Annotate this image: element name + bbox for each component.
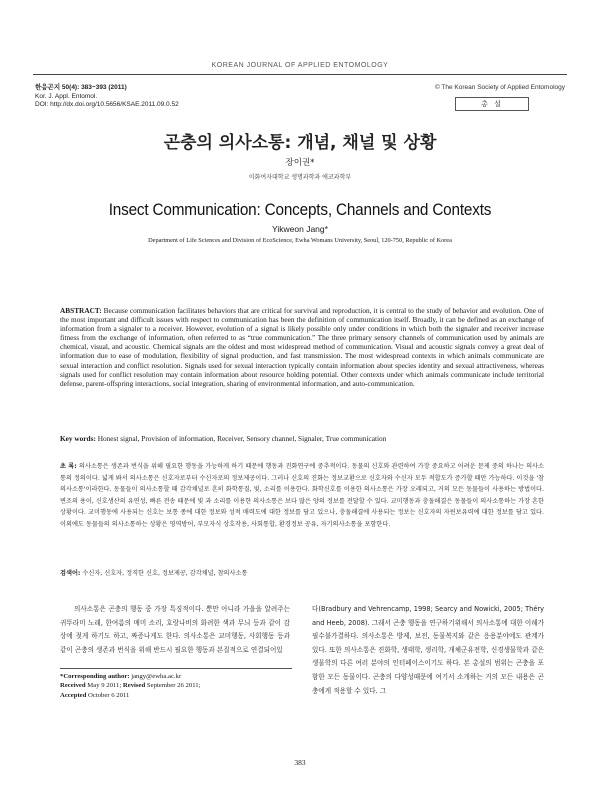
received-label: Received: [60, 682, 86, 690]
citation-english: Kor. J. Appl. Entomol.: [35, 92, 98, 100]
keywords-english: [60, 434, 544, 443]
keywords-label: Key words:: [60, 434, 96, 443]
body-column-right: 다(Bradbury and Vehrencamp, 1998; Searcy and Nowicki, 2005; Théry and Heeb, 2008). 그래서 곤충 행동을 연구하기위해서 의사소통에 대한 이해가 필수불가결하다. 의사소통은 방제, 보전, 동물복지와 같은 응용분야에도 관계가 있다. 또한 의사소통은 진화학, 생태학, 생리학, 개체군유전학, 신경생물학과 같은 생물학의 다른 여러 분야의 인터페이스이기도 하다. 본 총설의 범위는 곤충을 포함한 모든 동물이다. 곤충의 다양성때문에 여기서 소개하는 거의 모든 내용은 곤충에게 적용할 수 있다. 그: [312, 605, 544, 695]
citation-korean: 한응곤지 50(4): 383~393 (2011): [35, 84, 127, 91]
abstract-korean-label: 초 록:: [60, 463, 77, 470]
abstract-korean-text: 의사소통은 생존과 번식을 위해 필요한 행동을 가능하게 하기 때문에 행동과 진화연구에 중추적이다. 동물의 신호와 관련하여 가장 중요하고 어려운 문제 중의 하나는 의사소통의 정의이다. 넓게 봐서 의사소통은 신호자로부터 수신자로의 정보제공이다. 그러나 신호의 진화는 정보교환으로 신호자와 수신자 모두 적합도가 증가할 때만 가능하다. 이것을 '참의사소통'이라한다. 동물들이 의사소통할 때 감각채널로 흔히 화학통질, 빛, 소리를 이용한다. 화학신호를 이용한 의사소통은 가장 오래되고, 거의 모든 동물들이 사용하는 방법이다. 변조의 용이, 신호생산의 유연성, 빠른 전송 때문에 빛 과 소리를 이용한 의사소통은 보다 많은 양의 정보를 전달할 수 있다. 교미행동과 충돌해결은 동물들이 의사소통하는 가장 흔한 상황이다. 교미행동에 사용되는 신호는 보통 종에 대한 정보와 성적 매력도에 대한 정보를 담고 있으나, 충돌해결에 사용되는 정보는 신호자의 자윈보유력에 대한 정보를 담고 있다. 이외에도 동물들의 의사소통하는 상황은 영역방어, 부모자식 상호작용, 사회통합, 환경정보 공유, 자기의사소통을 포함한다.: [60, 463, 545, 528]
copyright-notice: © The Korean Society of Applied Entomology: [434, 84, 565, 91]
footnote: [60, 672, 201, 700]
page-number: 383: [294, 758, 306, 767]
accepted-date: October 6 2011: [88, 691, 130, 699]
header-rule: [33, 74, 567, 75]
corresponding-label: *Corresponding author:: [60, 673, 130, 680]
corresponding-email[interactable]: jangy@ewha.ac.kr: [131, 673, 182, 680]
affiliation-korean: 이화여자대학교 생명과학과 에코과학부: [248, 174, 352, 181]
citation-block: [35, 84, 179, 110]
author-english: Yikweon Jang*: [272, 224, 328, 234]
accepted-label: Accepted: [60, 691, 87, 699]
author-korean: 장이권*: [285, 158, 315, 168]
affiliation-english: Department of Life Sciences and Division of EcoScience, Ewha Womans University, Seoul, 120-750, Republic of Korea: [148, 237, 452, 244]
abstract-english: [60, 306, 544, 388]
category-badge: 총 설: [455, 97, 529, 111]
footnote-rule: [60, 668, 292, 669]
received-date: May 9 2011;: [87, 682, 122, 690]
revised-label: Revised: [122, 682, 146, 690]
abstract-label: ABSTRACT:: [60, 306, 102, 315]
revised-date: September 26 2011;: [146, 682, 201, 690]
keywords-korean-text: 수신자, 신호자, 정직한 신호, 정보제공, 감각채널, 참의사소통: [82, 570, 248, 577]
journal-header: KOREAN JOURNAL OF APPLIED ENTOMOLOGY: [211, 62, 389, 69]
keywords-text: Honest signal, Provision of information, Receiver, Sensory channel, Signaler, True communication: [97, 434, 387, 443]
abstract-text: Because communication facilitates behaviors that are critical for survival and reproduction, it is central to the study of behavior and evolution. One of the most important and difficult issues with respect to communication has been the definition of communication itself. Broadly, it can be defined as an exchange of information from a signaler to a receiver. However, evolution of a signal is likely possible only under conditions in which both the signaler and receiver increase fitness from the exchange of information, often referred to as “true communication.” The three primary sensory channels of communication used by animals are chemical, visual, and acoustic. Chemical signals are the oldest and most widespread method of communication. Visual and acoustic signals convey a great deal of information due to ease of modulation, flexibility of signal production, and fast transmission. The most widespread contexts in which animals communicate are sexual interaction and conflict resolution. Signals used for sexual interaction typically contain information about species identity and sexual attractiveness, whereas signals used for conflict resolution may contain information about resource holding potential. Other contexts under which animals communicate include territorial defense, parent-offspring interactions, social integration, sharing of environmental information, and auto-communication.: [60, 306, 544, 388]
title-english: Insect Communication: Concepts, Channels and Contexts: [108, 200, 492, 219]
title-korean: 곤충의 의사소통: 개념, 채널 및 상황: [163, 133, 437, 153]
citation-doi[interactable]: DOI: http://dx.doi.org/10.5656/KSAE.2011.09.0.52: [35, 101, 179, 108]
keywords-korean: [60, 568, 544, 577]
body-column-left: 의사소통은 곤충의 행동 중 가장 특징적이다. 뿐만 아니라 가을을 알려주는 귀뚜라미 노래, 한여름의 매미 소리, 호랑나비의 화려한 색과 무늬 등과 같이 감상에 젖게 하기도 하고, 짜증나게도 한다. 의사소통은 교미행동, 사회행동 등과 같이 곤충의 생존과 번식을 위해 반드시 필요한 행동과 본질적으로 연결되어있: [60, 605, 290, 654]
abstract-korean: [60, 461, 544, 531]
keywords-korean-label: 검색어:: [60, 570, 81, 577]
